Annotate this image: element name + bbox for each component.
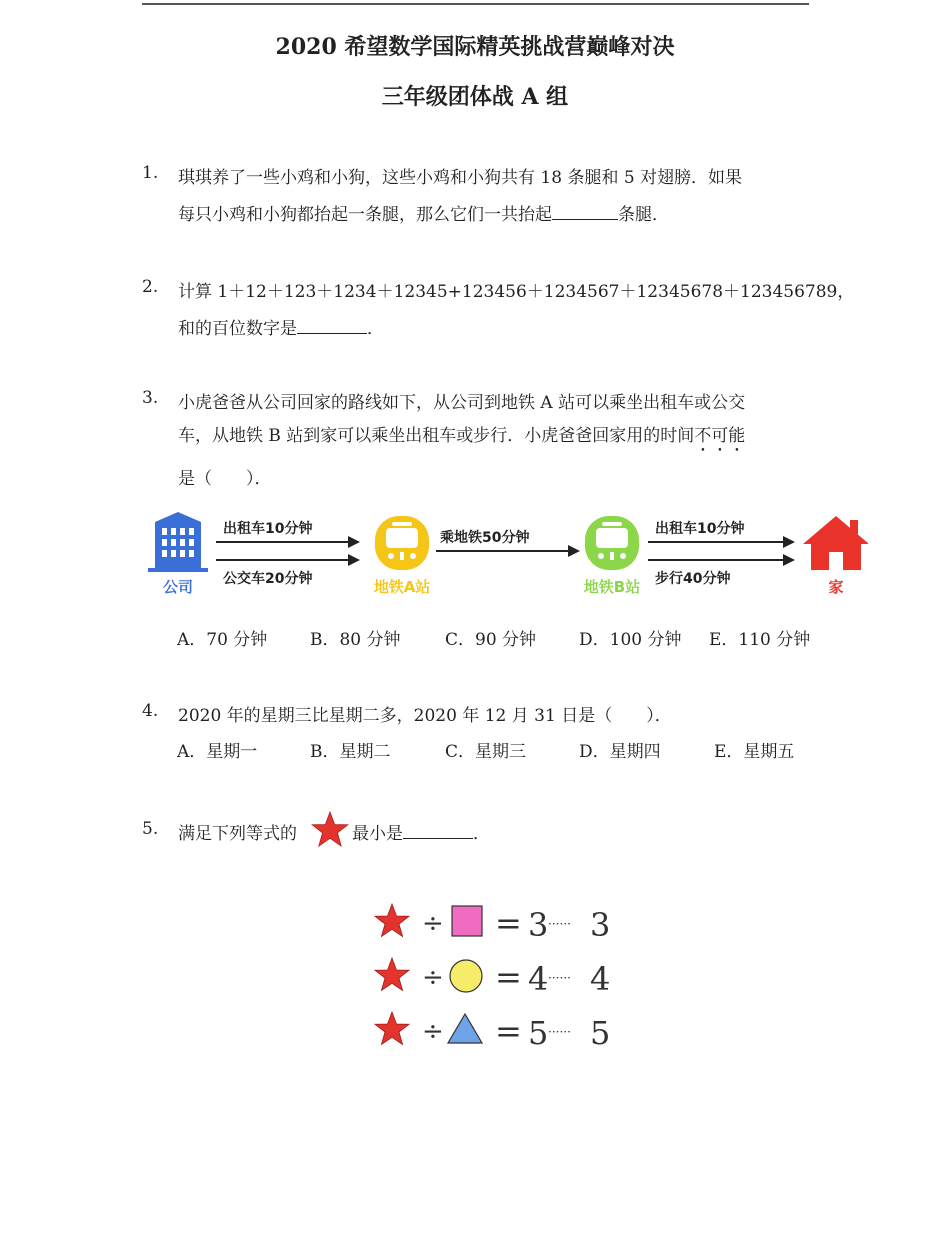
arrow-head-icon bbox=[783, 554, 795, 566]
question-text: 车，从地铁 B 站到家可以乘坐出租车或步行．小虎爸爸回家用的时间不可能 bbox=[178, 426, 746, 446]
equation-row bbox=[375, 1012, 610, 1052]
home-label: 家 bbox=[828, 578, 844, 596]
star-icon bbox=[311, 811, 349, 847]
question-text: 最小是 ． bbox=[352, 824, 490, 844]
remainder-dots: ······ bbox=[548, 917, 571, 931]
question-text: 琪琪养了一些小鸡和小狗，这些小鸡和小狗共有 18 条腿和 5 对翅膀．如果 bbox=[178, 168, 743, 188]
office-building-icon bbox=[148, 512, 208, 572]
divide-sign: ÷ bbox=[422, 1017, 444, 1047]
star-icon bbox=[375, 904, 409, 937]
question-text: 小虎爸爸从公司回家的路线如下，从公司到地铁 A 站可以乘坐出租车或公交 bbox=[178, 393, 746, 413]
remainder: 4 bbox=[590, 960, 611, 998]
arrow-head-icon bbox=[783, 536, 795, 548]
question-text: 是（ ）． bbox=[178, 469, 272, 489]
question-text: 每只小鸡和小狗都抬起一条腿，那么它们一共抬起 条腿． bbox=[178, 205, 669, 225]
choice-d[interactable]: D．星期四 bbox=[579, 742, 661, 762]
bus-label: 公交车20分钟 bbox=[223, 571, 313, 587]
divide-sign: ÷ bbox=[422, 909, 444, 939]
choice-c[interactable]: C．星期三 bbox=[445, 742, 527, 762]
question-number: 4. bbox=[142, 701, 159, 721]
question-number: 2. bbox=[142, 277, 159, 297]
circle-icon bbox=[450, 960, 482, 992]
walk-label: 步行40分钟 bbox=[655, 571, 731, 587]
question-text: 满足下列等式的 bbox=[178, 824, 297, 844]
quotient: 5 bbox=[528, 1014, 549, 1052]
question-number: 5. bbox=[142, 819, 159, 839]
station-b-label: 地铁B站 bbox=[583, 578, 641, 596]
choice-b[interactable]: B．星期二 bbox=[310, 742, 391, 762]
star-icon bbox=[375, 958, 409, 991]
quotient: 3 bbox=[528, 906, 549, 944]
question-text: 2020 年的星期三比星期二多，2020 年 12 月 31 日是（ ）． bbox=[178, 706, 672, 726]
divide-sign: ÷ bbox=[422, 963, 444, 993]
arrow-head-icon bbox=[568, 545, 580, 557]
choice-a[interactable]: A．70 分钟 bbox=[177, 630, 268, 650]
equals-sign: = bbox=[495, 1012, 522, 1050]
subway-label: 乘地铁50分钟 bbox=[440, 530, 530, 546]
choice-c[interactable]: C．90 分钟 bbox=[445, 630, 537, 650]
subway-train-icon bbox=[585, 516, 639, 570]
answer-blank[interactable] bbox=[403, 822, 473, 839]
arrow-head-icon bbox=[348, 536, 360, 548]
square-icon bbox=[452, 906, 482, 936]
emphasized-text: 不可能 bbox=[694, 426, 746, 446]
equals-sign: = bbox=[495, 958, 522, 996]
equals-sign: = bbox=[495, 904, 522, 942]
choice-d[interactable]: D．100 分钟 bbox=[579, 630, 682, 650]
arrow-head-icon bbox=[348, 554, 360, 566]
house-icon bbox=[803, 516, 868, 570]
question-number: 3. bbox=[142, 388, 159, 408]
taxi-label: 出租车10分钟 bbox=[655, 521, 745, 537]
page-title: 2020 希望数学国际精英挑战营巅峰对决 bbox=[275, 34, 675, 60]
taxi-label: 出租车10分钟 bbox=[223, 521, 313, 537]
page-subtitle: 三年级团体战 A 组 bbox=[381, 84, 569, 110]
remainder-dots: ······ bbox=[548, 971, 571, 985]
remainder-dots: ······ bbox=[548, 1025, 571, 1039]
choice-a[interactable]: A．星期一 bbox=[177, 742, 258, 762]
subway-train-icon bbox=[375, 516, 429, 570]
answer-blank[interactable] bbox=[297, 317, 367, 334]
remainder: 5 bbox=[590, 1014, 611, 1052]
station-a-label: 地铁A站 bbox=[373, 578, 431, 596]
choice-e[interactable]: E．星期五 bbox=[714, 742, 795, 762]
choice-b[interactable]: B．80 分钟 bbox=[310, 630, 401, 650]
star-icon bbox=[375, 1012, 409, 1045]
route-diagram bbox=[148, 508, 868, 608]
equation-row bbox=[375, 904, 610, 944]
header-rule bbox=[142, 3, 809, 5]
equations-figure bbox=[370, 898, 620, 1068]
quotient: 4 bbox=[528, 960, 549, 998]
remainder: 3 bbox=[590, 906, 611, 944]
choice-e[interactable]: E．110 分钟 bbox=[709, 630, 811, 650]
triangle-icon bbox=[448, 1014, 482, 1043]
question-text: 计算 1＋12＋123＋1234＋12345+123456＋1234567＋12345678＋123456789， bbox=[178, 282, 855, 302]
answer-blank[interactable] bbox=[552, 203, 618, 220]
question-text: 和的百位数字是 ． bbox=[178, 319, 384, 339]
equation-row bbox=[375, 958, 610, 998]
company-label: 公司 bbox=[162, 578, 194, 596]
question-number: 1. bbox=[142, 163, 159, 183]
